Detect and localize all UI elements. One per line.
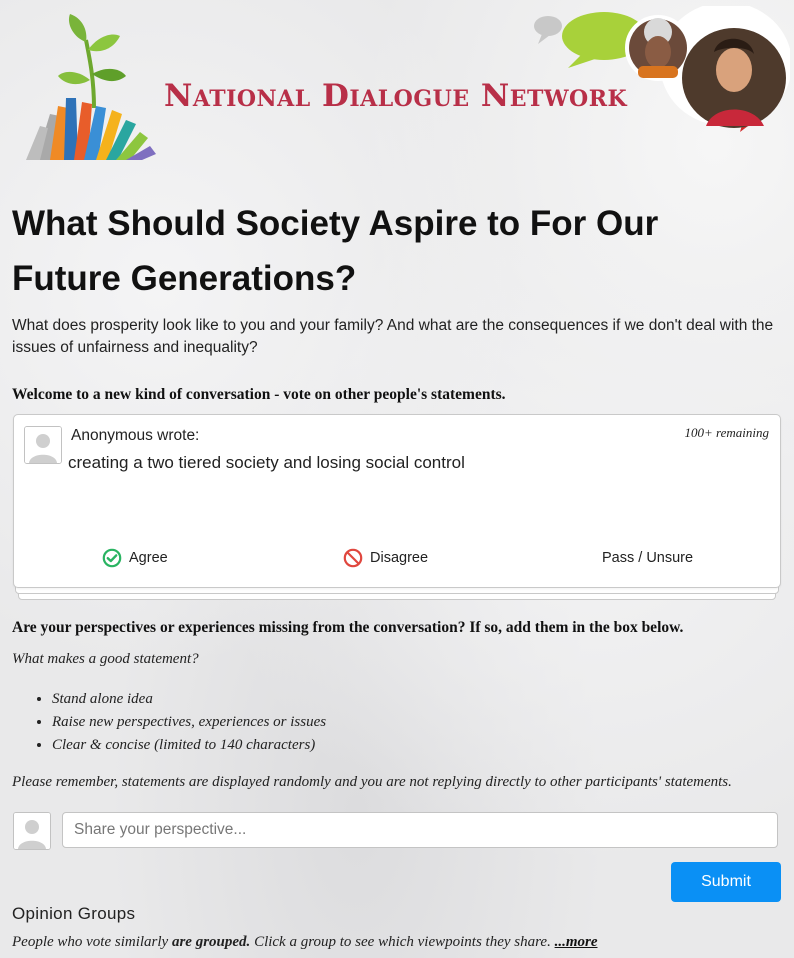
brand-name: National Dialogue Network (164, 78, 628, 114)
header (0, 0, 794, 170)
disagree-label: Disagree (370, 550, 429, 566)
remaining-count: 100+ remaining (684, 425, 769, 440)
statement-author: Anonymous wrote: (71, 427, 200, 444)
check-circle-icon (102, 548, 122, 568)
add-statement-prompt: Are your perspectives or experiences missing from the conversation? If so, add them in the box below. (12, 619, 684, 636)
list-item: • Clear & concise (limited to 140 characters) (52, 734, 326, 757)
statement-text: creating a two tiered society and losing social control (68, 453, 465, 472)
user-silhouette-icon (25, 427, 61, 463)
opinion-groups-description (12, 934, 598, 951)
statement-tips-list (12, 688, 326, 757)
submit-button[interactable]: Submit (671, 862, 781, 902)
conversation-description: What does prosperity look like to you and your family? And what are the consequences if we don't deal with the issues of unfairness and inequality? (12, 317, 774, 356)
groups-desc-bold: are grouped. (171, 934, 251, 950)
good-statement-question: What makes a good statement? (12, 651, 199, 667)
groups-desc-text: Click a group to see which viewpoints they share. (250, 934, 555, 950)
groups-desc-text: People who vote similarly (12, 934, 172, 950)
hands-sprout-icon (16, 10, 166, 164)
speech-bubble-people-icon (528, 6, 790, 136)
agree-button[interactable] (102, 547, 168, 569)
statement-card (13, 414, 781, 588)
avatar (13, 812, 51, 850)
avatar (24, 426, 62, 464)
user-silhouette-icon (14, 813, 50, 849)
list-item: • Raise new perspectives, experiences or issues (52, 711, 326, 734)
reminder-text: Please remember, statements are displayed randomly and you are not replying directly to other participants' statements. (12, 774, 732, 790)
pass-label: Pass / Unsure (602, 550, 694, 566)
perspective-input[interactable] (62, 812, 778, 848)
page-title: What Should Society Aspire to For Our Future Generations? (12, 204, 659, 298)
welcome-text: Welcome to a new kind of conversation - vote on other people's statements. (12, 386, 506, 403)
pass-button[interactable] (602, 547, 693, 569)
more-link[interactable]: ...more (554, 934, 598, 950)
opinion-groups-heading: Opinion Groups (12, 904, 136, 923)
disagree-button[interactable] (343, 547, 428, 569)
ban-icon (343, 548, 363, 568)
agree-label: Agree (129, 550, 168, 566)
list-item: • Stand alone idea (52, 688, 326, 711)
